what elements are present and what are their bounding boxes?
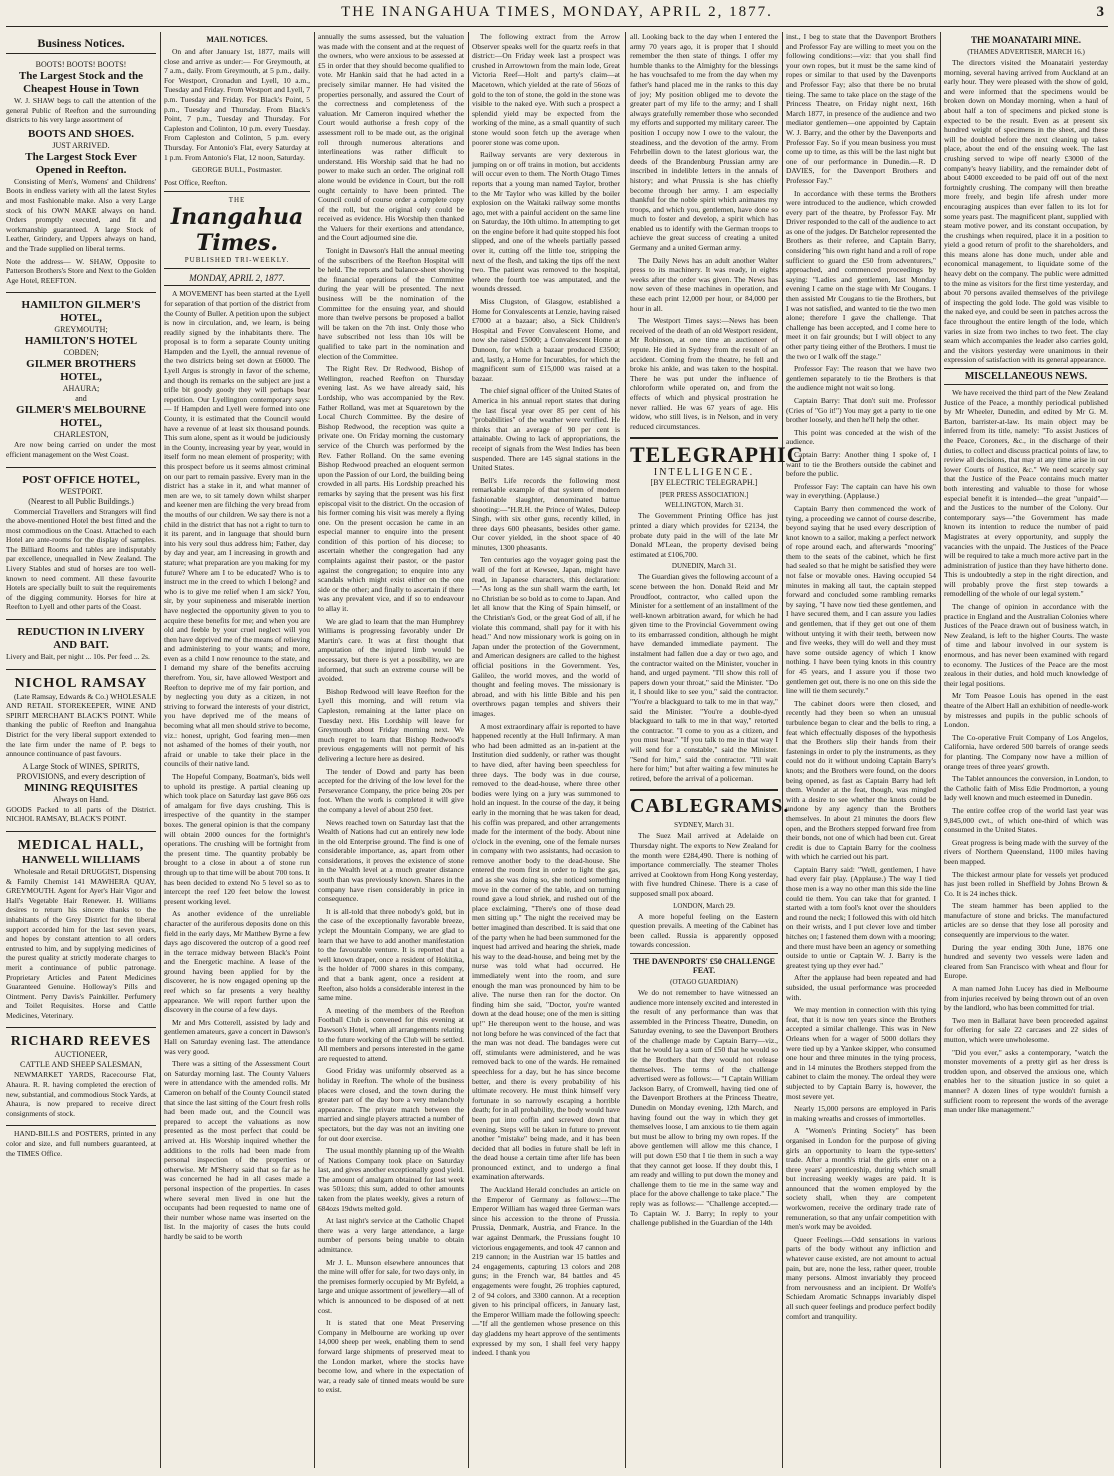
article-paragraph: Tonight in Dawson's Hall the annual meeting of the subscribers of the Reefton Hospital will be held. The reports and balance-sheet showing the financial operations of the Committee during the year will be presented. The next business will be the nomination of the Committee for the ensuing year, and should more than twelve persons be proposed a ballot will be taken on the 7th inst. Only those who have subscribed not less than 10s will be qualified to take part in the nomination and election of the Committee. — [318, 246, 464, 361]
advert-handbills: HAND-BILLS and POSTERS, printed in any color and size, and full numbers guaranteed, at the TIMES Office. — [6, 1129, 156, 1158]
article-paragraph: Great progress is being made with the survey of the rivers of Northern Queensland, 1100 miles having been mapped. — [944, 837, 1108, 866]
article-paragraph: Mr Tom Peasoe Louis has opened in the east theatre of the Albert Hall an exhibition of needle-work by mistresses and pupils in the public schools of London. — [944, 691, 1108, 730]
article-paragraph: The entire coffee crop of the world last year was 9,845,000 cwt., of which one-third of which was consumed in the United States. — [944, 805, 1108, 835]
article-source: (OTAGO GUARDIAN) — [670, 977, 738, 986]
advert-text: Commercial Travellers and Strangers will find the above-mentioned Hotel the best fitted and the most commodious on the Coast. Attached to each Hotel are ante-rooms for the display of samples. The Billiard Rooms and tables are indisputably par excellence, unequalled in New Zealand. The Livery Stables and stud of horses are too well-known to need comment. All these favourite Hotels are specially built to suit the requirements of the digging community. Horses for hire at Reefton to Lyell and other parts of the Coast. — [6, 506, 156, 612]
advert-subheading: WESTPORT. — [59, 486, 103, 496]
miscellaneous-news-heading: MISCELLANEOUS NEWS. — [944, 368, 1108, 385]
advert-subheading: CATTLE AND SHEEP SALESMAN, — [20, 1060, 142, 1070]
advert-subheading: COBDEN; — [63, 348, 99, 358]
column-3 — [318, 32, 464, 1468]
column-5 — [630, 32, 804, 1468]
article-paragraph: The usual monthly planning up of the Wealth of Nations Company took place on Saturday last, and gives another exceptionally good yield. The amount of amalgam obtained for last week was 501ozs; this sum, added to other amounts taken from the plates weekly, gives a return of 684ozs 19dwts melted gold. — [318, 1146, 464, 1213]
article-paragraph: Captain Barry then commenced the work of tying, a proceeding we cannot of course describe, beyond saying that he used every description of knot known to a sailor, making a perfect network of rope around each, and afterwards "mooring" them to the seats of the cabinet, which he first had sealed so that he might be satisfied they were not false or movable ones. Having occupied 54 minutes in making all taut, the captain stepped forward and concluded some rambling remarks by saying, "I have now tied these gentlemen, and I have secured them, and I can assure you ladies and gentlemen, that if they get out one of them without untying it with their teeth, between now and five weeks, they will do well and they must have some outside agency of which I know nothing. I have been tying knots in this country for 45 years, and I assure you if those two gentlemen get out, there is no one on this side the line will tie them securely." — [786, 503, 936, 696]
advert-headline: HAMILTON GILMER'S HOTEL, — [21, 299, 141, 325]
article-paragraph: A meeting of the members of the Reefton Football Club is convened for this evening at Dawson's Hotel, when all arrangements relating to the future working of the Club will be settled. All members and persons interested in the game are requested to attend. — [318, 1005, 464, 1063]
advert-text: Livery and Bait, per night ... 10s. Per feed ... 2s. — [6, 652, 150, 662]
article-paragraph: Queer Feelings.—Odd sensations in various parts of the body without any infliction and whatever cause existed, are not amount to actual pain, but are, none the less, rather queer, trouble many persons. Almost invariably they proceed from nervousness and an incipient. Dr Wolfe's Schiedam Aromatic Schnapps invariably dispel all such queer feelings and produce perfect bodily comfort and tranquility. — [786, 1234, 936, 1321]
mail-notices-text: On and after January 1st, 1877, mails will close and arrive as under:— For Greymouth, at 7 a.m., daily. From Greymouth, at 5 p.m., daily. For Westport, Cronadun and Lyell, 10 a.m., Tuesday and Friday. From Westport and Lyell, 7 p.m. Tuesday and Friday. For Black's Point, 5 p.m., Tuesday and Thursday. From Black's Point, 7 p.m., Tuesday and Thursday. For Capleston and Colinton, 10 p.m. every Tuesday. From Capleston and Colinton, 5 p.m. every Thursday. For Antonio's Flat, every Saturday at 1 p.m. From Antonio's Flat, 12 noon, Saturday. — [164, 47, 310, 162]
article-paragraph: Railway servants are very dexterous in jumping on or off trains in motion, but accidents will occur even to them. The North Otago Times reports that a young man named Taylor, brother to the Mr Taylor who was killed by the boiler explosion on the Waitaki railway some months ago, met with a painful accident on the same line on Saturday, the 10th ultimo. In attempting to get on the engine before it had quite stopped his foot slipped, and one of the wheels partially passed over it, cutting off the little toe, stripping the next of the flesh, and taking the tips off the next two. The patient was removed to the hospital, where the fourth toe was amputated, and the wounds dressed. — [472, 150, 620, 294]
telegraphic-heading — [630, 437, 804, 488]
column-business-notices — [6, 32, 156, 1468]
article-paragraph: After the applause had been repeated and had subsided, the usual performance was proceeded with. — [786, 973, 936, 1002]
article-paragraph: We have received the third part of the New Zealand Justice of the Peace, a monthly periodical published by Mr Wheeler, Dunedin, and edited by Mr G. M. Barton, barrister-at-law. Its main object may be inferred from its title, namely: "To assist Justices of the Peace, Coroners, &c., in the discharge of their duties, to collect and discuss practical points of law, to review all decisions, that may at any time arise in our lower Courts of Justice, &c." We need scarcely say that the Justice of the Peace contains much matter both interesting and valuable to those for whose especial benefit it is intended—the great "unpaid"—and the Justices to the number of the Colony. Our contemporary says—"the Government has made known its intention to reduce the number of paid Magistrates at every opportunity, and supply the vacancies with the unpaid. The Justices of the Peace will be required to take a much more active part in the administration of justice than they have hitherto done. This is undoubtedly a step in the right direction, and will probably prove the first step towards a remodelling of the whole of our legal system." — [944, 388, 1108, 599]
article-paragraph: Captain Barry: That don't suit me. Professor (Cries of "Go it!") You may get a party to tie one brother loosely, and then he'll help the other. — [786, 395, 936, 425]
article-paragraph: The Guardian gives the following account of a scene between the hon. Donald Reid and Mr Proudfoot, contractor, who called upon the Minister for a settlement of an installment of the well-known arbitration award, for which he had given time to the Provincial Government owing to its embarrassed condition, although he might have demanded immediate payment. The instalment had fallen due a day or two ago, and the contractor waited on the Minister, voucher in hand, and urged payment. "I'll show this roll of papers down your throat," said the Minister. "Do it, I should like to see you," said the contractor. "You're a blackguard to talk to me in that way," said the Minister. "You're a double-dyed blackguard to talk to me in that way," retorted the contractor. "I come to you as a citizen, and you must hear." "If you talk to me in that way I will send for a constable," said the Minister. "Send for him," said the contractor. "I'll wait here for him;" but after waiting a few minutes he retired, before the arrival of a policeman. — [630, 572, 778, 783]
article-paragraph: As another evidence of the unreliable character of the auriferous deposits done on this field in the early days, Mr Matthew Byrne a few days ago discovered the outcrop of a good reef in the terrace midway between Black's Point and the Energetic machine. A lease of the ground having been applied for by the discoverer, he is now engaged opening up the reef which so far presents a very healthy appearance. We will report further upon the discovery in the course of a few days. — [164, 909, 310, 1015]
article-paragraph: Good Friday was uniformly observed as a holiday in Reefton. The whole of the business places were closed, and the town during the greater part of the day bore a very melancholy appearance. The private match between the married and single players attracted a number of spectators, but the day was not an inviting one for out door exercise. — [318, 1066, 464, 1143]
advert-subheading: GREYMOUTH; — [54, 325, 108, 335]
article-paragraph: Nearly 15,000 persons are employed in Paris in making wreaths and crosses of immortelles. — [786, 1104, 936, 1123]
article-paragraph: The Hopeful Company, Boatman's, bids well to uphold its prestige. A partial cleaning up which took place on Saturday last gave 866 ozs of amalgam for five days crushing. This is irrespective of the quantity in the stamper boxes. The general opinion is that the company will obtain 2000 ounces for the fortnight's operations. The crushing will be fortnight from the present time. The quantity probably be brought to a close in about a of stone run through up to that time will be about 700 tons. It has been decided to extend No 5 level so as to intercept the reef 120 feet below the lowest present working level. — [164, 772, 310, 906]
article-paragraph: The cabinet doors were then closed, and recently had they been so when an unusual turbulence began to clear and the bells to ring, a feat which effectually disposes of the hypothesis that the Brothers slip their hands from their fastenings in order to ply the instruments, as they could not do it without undoing Captain Barry's knots; and the Brothers were found, on the doors being opened, as fast as Captain Barry had left them. Wonder at the feat, though, was mingled with a desire to see whether the knots could be undone by any agency than the Brothers themselves. In about 21 minutes the doors flew open, and the Brothers stepped forward free from their bonds, not one of which had been cut. Great credit is due to Captain Barry for the coolness with which he carried out his part. — [786, 698, 936, 862]
article-paragraph: This point was conceded at the wish of the audience. — [786, 427, 936, 447]
davenports-heading: THE DAVENPORTS' £50 CHALLENGE FEAT. — [630, 953, 778, 975]
masthead-title: THE INANGAHUA TIMES, MONDAY, APRIL 2, 1877. — [341, 4, 773, 20]
advert-headline: REDUCTION IN LIVERY AND BAIT. — [17, 626, 145, 652]
advert-headline: HANWELL WILLIAMS — [21, 853, 141, 866]
telegraphic-title: TELEGRAPHIC — [630, 442, 804, 468]
advert-heading: BOOTS! BOOTS! BOOTS! — [35, 60, 127, 69]
advert-subheading: and — [75, 394, 87, 404]
advert-headline: HAMILTON'S HOTEL — [24, 335, 138, 348]
advert-text: Consisting of Men's, Womens' and Childrens' Boots in endless variety with all the latest Styles and most Fashionable make. Also a very Large stock of his OWN MAKE always on hand. Orders promptly executed, and fit and workmanship guaranteed. A large Stock of Leather, Grindery, and Uppers always on hand, and the Trade supplied on liberal terms. — [6, 176, 156, 253]
advert-text: W. J. SHAW begs to call the attention of the general Public of Reefton and the surrounding districts to his very large assortment of — [6, 96, 156, 125]
article-paragraph: A more hopeful feeling on the Eastern question prevails. A meeting of the Cabinet has been called. Russia is apparently opposed towards concession. — [630, 911, 778, 950]
article-paragraph: Two men in Ballarat have been proceeded against for offering for sale 22 carcases and 22 sides of mutton, which were unwholesome. — [944, 1015, 1108, 1044]
column-7 — [944, 32, 1108, 1468]
column-rule — [468, 32, 469, 1468]
article-paragraph: Professor Fay: The captain can have his own way in everything. (Applause.) — [786, 481, 936, 501]
telegraphic-subtitle: INTELLIGENCE. — [653, 467, 755, 479]
top-rule — [6, 26, 1108, 27]
article-paragraph: Professor Fay: The reason that we have two gentlemen separately to tie the Brothers is that the audience might not wait so long. — [786, 364, 936, 393]
article-paragraph: The change of opinion in accordance with the practice in England and the Australian Colonies where Justices of the Peace drawn out of business watch, in New Zealand, is left to the higher Courts. The waste of time and labour involved in our system is enormous, and has never been examined with regard to economy. The Justices of the Peace are the most zealous in their duties, and hold much knowledge of their legal positions. — [944, 602, 1108, 688]
advert-subheading: AHAURA; — [62, 384, 100, 394]
mail-notices-heading: MAIL NOTICES. — [206, 35, 268, 44]
advert-shaw-boots — [6, 57, 156, 293]
article-paragraph: The chief signal officer of the United States of America in his annual report states that during the last fiscal year over 85 per cent of his "probabilities" of the weather were verified. He thinks that an average of 90 per cent is attainable. Owing to lack of appropriations, the receipt of signals from the West Indies has been suspended. There are 145 signal stations in the United States. — [472, 386, 620, 473]
article-paragraph: The Auckland Herald concludes an article on the Emperor of Germany as follows:—The Emperor William has waged three German wars since his accession to the throne of Prussia. Prussia, Denmark, Austria, and France. In the war against Denmark, the Prussians fought 10 victorious engagements, and took 47 cannon and 219 cannon; in the Austrian war 15 battles and 24 engagements, capturing 13 colors and 208 guns; in the French war, 84 battles and 45 engagements were fought, 26 trophies captured, 2 of 94 colors, and 3300 cannon. At a reception given to his principal officers, in January last, the Emperor William made the following speech:—"If all the gentlemen whose presence on this day gladdens my heart approve of the sentiments expressed by my son, I shall feel very happy indeed. I thank you — [472, 1185, 620, 1358]
column-rule — [782, 32, 783, 1468]
article-paragraph: all. Looking back to the day when I entered the army 70 years ago, it is proper that I should remember the then state of things. I offer my humble thanks to the Almighty for the blessings he has vouchsafed to me from the day when my father's hand placed me in the ranks to this day of joy; My position obliged me to devote the greater part of my life to the army; and I shall always gratefully remember those who seconded my efforts and supported my military career. The position I occupy now I owe to the valour, the steadiness, and the devotion of the army. From Fehrbellin down to the latest glorious war, the deeds of the Brandenburg Prussian army are inscribed in indelible letters in the annals of history; and what Prussia is she has chiefly become through her army. I am especially thankful for the noble spirit which animates my troops, and which you, gentlemen, have done so much to foster and develop, a spirit which has enabled us to identify with the German troops to achieve the great success of creating a united Germany and a united German army. — [630, 32, 778, 253]
article-paragraph: A MOVEMENT has been started at the Lyell for separation of that portion of the district from the County of Buller. A petition upon the subject is now in circulation, and, we learn, is being readily signed by the inhabitants there. The proposal is to form a separate County uniting Hampden and the Lyell, the annual revenue of the two districts being set down at £6000. The Lyell Argus is strongly in favor of the scheme, and though its remarks on the subject are just a trifle bit goody goody they will perhaps bear repetition. Our Lyellington contemporary says:— If Hampden and Lyell were formed into one County, it is estimated that the Council would have a revenue of at least six thousand pounds. This sum alone, spent as it would be judiciously in the County, increasing year by year, would in itself form no mean element of prosperity; with this prospect before us it seems almost criminal on our part to remain passive. Every man in the district has a stake in it, and what manner of men are we, to sit tamely down whilst sharper and keener men are filching the very bread from the mouths of our children. We say there is not a child in the district that has not a right to turn to it its parent, and in language that should burn into his very soul thus address him; Father, day by day and year, am I increasing in growth and stature; what preparation are you making for my future? Where am I to be educated? Who is to instruct me in the creed to which I belong? and who is to give me relief when I am sick? You, sir, by your supineness and miserable inertion have neglected the opportunity given to you to acquire these benefits for me; and when you are old and feeble by your cruel neglect will you then have deprived me of the means of relieving and administering to your wants; and more, even as a child I now renounce to the state, and I demand my share of the benefits accruing therefrom. You, sir, have allowed Westport and Reefton to deprive me of my fair portion, and by neglecting you duty as a citizen, in not striving to forward the interests of your district, you have deprived me of the means of becoming what all men should strive to become, viz.: honest, upright, God fearing men—men not ashamed of the homes of their youth, nor afraid or unable to take their place in the councils of their native land. — [164, 289, 310, 769]
advert-subheading: CHARLESTON, — [53, 430, 109, 440]
advert-text: (Late Ramsay, Edwards & Co.) WHOLESALE AND RETAIL STOREKEEPER, WINE AND SPIRIT MERCHANT BLACK'S POINT. While thanking the public of Reefton and Inangahua District for the very liberal support extended to the late firm under the name of P. begs to announce continuance of past favours. — [6, 691, 156, 759]
article-paragraph: Bishop Redwood will leave Reefton for the Lyell this morning, and will return via Capleston, remaining at the latter place on Tuesday next. His Lordship will leave for Greymouth about Friday morning next. We much regret to learn that Bishop Redwood's previous engagements will not permit of his delivering a lecture here as desired. — [318, 686, 464, 763]
mail-notices-office: Post Office, Reefton. — [164, 177, 228, 187]
advert-gilmer-hotels — [6, 296, 156, 467]
column-rule — [625, 32, 626, 1468]
dateline: LONDON, March 29. — [673, 901, 735, 910]
advert-subheading: AUCTIONEER, — [54, 1050, 108, 1060]
advert-address: Note the address— W. SHAW, Opposite to Patterson Brothers's Store and Next to the Golden Age Hotel, REEFTON. — [6, 256, 156, 285]
article-paragraph: Captain Barry: Another thing I spoke of, I want to tie the Brothers outside the cabinet and before the public. — [786, 449, 936, 479]
cablegrams-title: CABLEGRAMS. — [630, 789, 778, 818]
article-paragraph: Miss Clugston, of Glasgow, established a Home for Convalescents at Lenzie, having raised £7000 at a bazaar; also, a Sick Children's Hospital and Fever Convalescent Home, and now she raised £5000; a Convalescent Home at Dunoon, for which a bazaar produced £3500; and, lastly, a Home for Incurables, for which the magnificent sum of £15,000 was raised at a bazaar. — [472, 297, 620, 383]
advert-richard-reeves — [6, 1031, 156, 1126]
article-paragraph: News reached town on Saturday last that the Wealth of Nations had cut an entirely new lode in the old Enterprise ground. The find is one of considerable importance, as, apart from other considerations, it proves the existence of stone in the Wealth level at a much greater distance south than was previously known. Shares in the company have risen considerably in price in consequence. — [318, 817, 464, 904]
article-paragraph: The tender of Dowd and party has been accepted for the driving of the low level for the Perseverance Company, the price being 20s per foot. When the work is completed it will give the company a level of about 250 feet. — [318, 766, 464, 814]
advert-nichol-ramsay — [6, 673, 156, 832]
dateline: WELLINGTON, March 31. — [664, 501, 744, 510]
moanatairi-heading: THE MOANATAIRI MINE. — [971, 35, 1081, 45]
article-paragraph: A "Women's Printing Society" has been organised in London for the purpose of giving girls an opportunity to learn the type-setters' trade. After a month's trial the girls enter on a three years' apprenticeship, during which small but increasing weekly wages are paid. It is announced that the women employed by the society shall, when they are competent workwomen, receive the ordinary trade rate of remuneration, so that any unfair competition with men's work may be avoided. — [786, 1126, 936, 1232]
press-association-line: [PER PRESS ASSOCIATION.] — [659, 491, 749, 500]
article-paragraph: During the year ending 30th June, 1876 one hundred and seventy two vessels were laden and cleared from San Francisco with wheat and flour for Europe. — [944, 942, 1108, 981]
advert-subheading: JUST ARRIVED. — [52, 140, 110, 150]
article-paragraph: Captain Barry said: "Well, gentlemen, I have had every fair play. (Applause.) The way I tied those men is a way no other man this side the line could tie them. You can take that for granted. I started with a tom fool's knot over the shoulders and round the neck; I followed this with old hitch on their wrists, and I put clever love and timber hitches on; I fastened them down with a mooring; and there must have been an agency or something outside to untie or Captain W. J. Barry is the greatest tying up they ever had." — [786, 864, 936, 970]
column-6 — [786, 32, 936, 1468]
article-paragraph: The Government Printing Office has just printed a diary which provides for £2134, the probate duty paid in the will of the late Mr Donald M'Lean, the property devised being estimated at £106,700. — [630, 511, 778, 559]
article-source: (THAMES ADVERTISER, MARCH 16.) — [967, 48, 1085, 56]
advert-livery — [6, 623, 156, 670]
paper-masthead-the: THE — [228, 196, 246, 205]
article-paragraph: The directors visited the Moanatairi yesterday morning, several having arrived from Auckland at an early hour. They were pleased with the show of gold, and were informed that the specimens would be broken down on Monday morning, when a haul of about half a ton of specimens and picked stone is expected to be the result. Even as at present six hundred weight of specimens in the sheet, and these will be doubled before the next cleaning up takes place, about the end of the ensuing week. The last crushing served to wipe off nearly £3000 of the company's heavy liability, and the remainder debt of about £4000 exceeded to be paid off out of the next fortnightly crushing. The company will then breathe more freely, and begin life afresh under more encouraging auspices than ever fallen to its lot for some years past. The magnificent plant, supplied with steam motive power, and its constant occupation, by the crushings when required, place it in a position to yield a good return of profit to the shareholders, and this means alone has done much, under able and economical management, to liquidate some of the heavy debt on the company. The public were admitted to the mine as visitors for the first time yesterday, and about 70 persons availed themselves of the privilege of inspecting the gold lode. The gold was visible to the naked eye, and could be seen in patches across the face throughout the entire length of the lode, which varies in size from two inches to two feet. The clay seam which accompanies the leader also carries gold, and the visitors yesterday were unanimous in their expression of satisfaction with its general appearance. — [944, 58, 1108, 365]
advert-headline: MEDICAL HALL, — [17, 837, 145, 853]
article-paragraph: The following extract from the Arrow Observer speaks well for the quartz reefs in that district:—On Friday week last a prospect was crushed in Arrowtown from the main lode, Great Victoria Reef—Holt and party's claim—at Macetown, which yielded at the rate of 56ozs of gold to the ton of stone, the gold in the stone was visible to the naked eye. With such a prospect a splendid yield may be expected from the working of the mine, as a small quantity of such stone would soon fetch up the average when poorer stone was come upon. — [472, 32, 620, 147]
article-paragraph: "Did you ever," asks a contemporary, "watch the monster movements of a pretty girl as her dress is trodden upon, and observed the anxious one, which enables her to the situation justice in so quiet a manner? A dozen lines of type wouldn't furnish a sufficient room to represent the words of the average man under like management." — [944, 1047, 1108, 1115]
advert-text: Are now being carried on under the most efficient management on the West Coast. — [6, 440, 156, 459]
advert-subheading: (Nearest to all Public Buildings.) — [28, 496, 134, 506]
advert-headline: The Largest Stock and the Cheapest House in Town — [18, 70, 144, 95]
advert-headline: The Largest Stock Ever Opened in Reefton. — [25, 150, 137, 176]
advert-headline: RICHARD REEVES — [10, 1034, 152, 1050]
article-paragraph: A man named John Lucey has died in Melbourne from injuries received by being thrown out of an oven by the landlord, who has been committed for trial. — [944, 984, 1108, 1013]
telegraphic-byline: [BY ELECTRIC TELEGRAPH.] — [650, 478, 758, 488]
advert-subheading: A Large Stock of WINES, SPIRITS, PROVISIONS, and every description of — [16, 761, 146, 781]
article-paragraph: The Suez Mail arrived at Adelaide on Thursday night. The exports to New Zealand for the month were £284,490. There is nothing of importance commercially. The steamer Tholes arrived at Cooktown from Hong Kong yesterday, with five hundred Chinese. There is a case of supposed small pox aboard. — [630, 831, 778, 898]
article-paragraph: It is stated that one Meat Preserving Company in Melbourne are working up over 14,000 sheep per week, enabling them to send forward large shipments of preserved meat to the London market, where the stocks have become low, and where in the expectation of war, a ready sale of tinned meats would be sure to exist. — [318, 1318, 464, 1395]
advert-medical-hall — [6, 835, 156, 1029]
article-paragraph: Mr J. L. Munson elsewhere announces that the mine will offer for sale, for two days only, in the premises formerly occupied by Mr Byfeld, a large and unique assortment of jewellery—all of which is announced to be disposed of at nett cost. — [318, 1257, 464, 1315]
column-2 — [164, 32, 310, 1468]
article-paragraph: Bell's Life records the following most remarkable example of that system of modern fashionable slaughter, denominated battue shooting:—"H.R.H. the Prince of Wales, Duleep Singh, with six other guns, recently killed, in three days 600 pheasants, besides other game. Our cover yielded, in the shoot space of 40 minutes, 1300 pheasants. — [472, 475, 620, 552]
article-paragraph: The thickest armour plate for vessels yet produced has just been rolled in Sheffield by Johns Brown & Co. It is 24 inches thick. — [944, 869, 1108, 898]
article-paragraph: At last night's service at the Catholic Chapel there was a very large attendance, a large number of persons being unable to obtain admittance. — [318, 1216, 464, 1255]
article-paragraph: There was a sitting of the Assessment Court on Saturday morning last. The County Valuers were in attendance with the amended rolls. Mr Cameron on behalf of the County Council stated that since the last sitting of the Court fresh rolls had been made out, and the Council was prepared to accept the valuations as now presented as the most perfect that could be arrived at. His Worship inquired whether the additions to the rolls had been made from personal inspection of the properties or otherwise. Mr M'Sherry said that so far as he was concerned he had in all cases made a personal inspection of the properties. In cases where several men lived in one hut the occupants had been requested to name one of their number whose name was inserted on the list. In the majority of cases the huts could hardly be said to be worth — [164, 1059, 310, 1241]
advert-text: GOODS Packed to all parts of the District. NICHOL RAMSAY, BLACK'S POINT. — [6, 804, 156, 824]
column-rule — [160, 32, 161, 1468]
article-paragraph: The Daily News has an adult another Walter press to its machinery. It was ready, in eights weeks after the order was given. The News has now seven of these machines in operation, and these each print 12,000 per hour, or 84,000 per hour in all. — [630, 255, 778, 313]
article-paragraph: Ten centuries ago the voyager going past the wall of the fort at Kewsee, Japan, might have read, in Japanese characters, this declaration:—"As long as the sun shall warm the earth, let no Christian be so bold as to come to Japan. And let all know that the King of Spain himself, or the Christian's God, or the great God of all, if he violate this command, shall pay for it with his head." And now missionary work is going on in Japan under the protection of the Government, and American designers are called to the highest official positions in the Government. Yes, Galileo, the world moves, and the world of thought and feeling moves. The missionary is abroad, and with his little Bible and his pen overthrows pagan temples and shivers their images. — [472, 555, 620, 718]
article-paragraph: inst., I beg to state that the Davenport Brothers and Professor Fay are willing to meet you on the following conditions:—viz: that you shall find your own ropes, but it must be the same kind of ropes or similar to that used by the Davenports and Professor Fay; also that there be no brutal tieing. The same to take place on the stage of the Princess Theatre, on Friday night next, 16th March 1877, in presence of the audience and two mediator gentlemen—one appointed by Captain W. J. Barry, and the other by the Davenports and Professor Fay. So if you mean business you must come up to time, as this will be the last night but one of our performance in Dunedin.—R. D DAVIES, for the Davenport Brothers and Professor Fay." — [786, 32, 936, 185]
article-paragraph: The Westport Times says:—News has been received of the death of an old Westport resident, Mr Robinson, at one time an auctioneer of repute. He died in Sydney from the result of an accident. Coming from the theatre, he fell and broke his ankle, and was taken to the hospital. There he was put under the influence of chloroform while operated on, and from the effects of which and physical prostration he never rallied. He was 67 years of age. His widow, who still lives, is in Nelson, and in very reduced circumstances. — [630, 316, 778, 431]
advert-post-office-hotel — [6, 471, 156, 621]
column-rule — [940, 32, 941, 1468]
article-paragraph: The steam hammer has been applied to the manufacture of stone and bricks. The manufactured articles are so dense that they lose all porosity and consequently are impervious to the water. — [944, 901, 1108, 940]
dateline: SYDNEY, March 31. — [674, 821, 734, 830]
advert-headline: NICHOL RAMSAY — [14, 675, 148, 691]
page-number: 3 — [1096, 4, 1104, 20]
paper-masthead-subtitle: PUBLISHED TRI-WEEKLY. — [184, 256, 290, 265]
masthead — [0, 4, 1114, 24]
article-paragraph: A most extraordinary affair is reported to have happened recently at the Hull Infirmary. A man who had been admitted as an in-patient at the Institution died suddenly, or rather was thought to have died, after having been speechless for three days. The body was in due course, removed to the dead-house, where three other bodies were lying on a jury was summoned to hold an inquest. In the course of the day, it being early in the morning that he was taken for dead, his coffin was prepared, and other arrangements made for the interment of the body. About nine o'clock in the evening, one of the female nurses in company with two assistants, had occasion to remove another body to the dead-house. She entered the room first in order to light the gas, and as she was doing so, she noticed something move in the corner of the table, and on turning round gave a loud shriek, and rushed out of the place exclaiming, "There's one of those dead men sitting up." The night the received may be better imagined than described. It is said that one of the party when he had been summoned for the inquest had arrived and hearing the shriek, made his way to the dead-house, and being met by the nurse was told what had occurred. He immediately went into the room, and sure enough the man was pronounced by him to be alive. The nurse then ran for the doctor. On finding him she said, "Doctor, you're wanted down at the dead house; one of the men is sitting up!" He thereupon went to the house, and was not long before he was convinced of the fact that the man was not dead. The bandages were cut off, stimulants were administered, and he was removed back to one of the wards. He remained speechless for a day, but he has since become better, and there is every probability of his ultimate recovery. He must think himself very fortunate in so narrowly escaping a horrible death; for in all probability, the body would have been put into coffin and screwed down that evening. Steps will be taken in future to prevent another "mistake" being made, and it has been decided that all bodies in future shall be left in the dead house a certain time after life has been pronounced extinct, and to undergo a final examination afterwards. — [472, 721, 620, 1182]
paper-masthead — [164, 191, 310, 269]
mail-notices-signature: GEORGE BULL, Postmaster. — [192, 165, 282, 175]
article-paragraph: It is all-told that three nobody's gold, but in the case of the exceptionally favorable breeze, yclept the Mountain Company, we are glad to learn that we have to add another manifestation to the favourable venture. It is reported that a well known draper, once a resident of Hokitika, is the holder of 7000 shares in this company, and that a bank agent, once a resident at Reefton, also holds a considerable interest in the same mine. — [318, 906, 464, 1003]
advert-headline: MINING REQUISITES — [24, 781, 138, 794]
advert-headline: BOOTS AND SHOES. — [27, 127, 135, 140]
dateline: DUNEDIN, March 31. — [671, 562, 737, 571]
article-paragraph: We are glad to learn that the man Humphrey Williams is progressing favorably under Dr Martin's care. It was at first thought that amputation of the injured limb would be necessary, but there is yet a possibility, we are informed, that such an extreme course will be avoided. — [318, 616, 464, 684]
article-paragraph: The Co-operative Fruit Company of Los Angelos, California, have ordered 500 barrels of orange seeds for planting. The Company now have a million of orange trees of three years' growth. — [944, 732, 1108, 771]
advert-headline: POST OFFICE HOTEL, — [22, 473, 140, 486]
advert-subheading: Always on Hand. — [53, 794, 109, 804]
paper-dateline: MONDAY, APRIL 2, 1877. — [164, 273, 310, 286]
advert-headline: GILMER BROTHERS HOTEL, — [26, 358, 136, 384]
article-paragraph: In accordance with these terms the Brothers were introduced to the audience, which crowded every part of the theatre, by Professor Fay. Mr Driver responded to the call of the audience to act as one of the judges. Dr Batchelor represented the Brothers as their referee, and Captain Barry, considering "his own right hand and a roll of rope sufficient to guard the £50 from adventurers," approached, and commenced proceedings by saying: "Ladies and gentlemen, last Monday evening I came on the stage with Mr Cougans. I then assisted Mr Cougans to tie the Brothers, but I was not satisfied, and wanted to tie the two men alone; therefore I gave the challenge. That challenge has been accepted, and I come here to meet it on fair grounds; but I will object to any other party tieing either of the Brothers. I must tie the two or I walk off the stage." — [786, 188, 936, 361]
article-paragraph: The Tablet announces the conversion, in London, to the Catholic faith of Miss Edie Prodmorton, a young lady well known and much esteemed in Dunedin. — [944, 774, 1108, 803]
advert-headline: GILMER'S MELBOURNE HOTEL, — [16, 404, 146, 430]
advert-text: NEWMARKET YARDS, Racecourse Flat, Ahaura. R. R. having completed the erection of new, substantial, and commodious Stock Yards, at Ahaura, is now prepared to receive direct consignments of stock. — [6, 1070, 156, 1118]
section-title: Business Notices. — [6, 36, 156, 54]
column-rule — [314, 32, 315, 1468]
advert-text: Wholesale and Retail DRUGGIST, Dispensing & Family Chemist 141 MAWHERA QUAY, GREYMOUTH. Agent for Ayer's Hair Vigor and Hall's Vegetable Hair Renewer. H. Williams desires to return his sincere thanks to the inhabitants of the Grey District for the liberal support accorded him for the last seven years, and hopes by constant attention to all orders entrusted to him, and by supplying medicines of the purest quality at strictly moderate charges to merit a continuance of public patronage. Proprietary Articles and Patent Medicines Guaranteed Genuine. Holloway's Pills and Ointment. Perry Davis's Painkiller. Perfumery and Toilet Requisites. Horse and Cattle Medicines, Veterinary. — [6, 866, 156, 1020]
paper-masthead-title: Inangahua Times. — [170, 204, 304, 257]
article-paragraph: We do not remember to have witnessed an audience more intensely excited and interested in the result of any performance than was that assembled in the Princess Theatre, Dunedin, on Saturday evening, to see the Davenport Brothers of the challenge made by Captain Barry—viz., that he would lay a sum of £50 that he would so tie the Brothers that they would not release themselves. The terms of the challenge advertised were as follows:— "I Captain William Jackson Barry, of Cromwell, having tied one of the Davenport Brothers at the Princess Theatre, Dunedin on Monday evening, 12th March, and having found out the way in which they get themselves loose, I am anxious to tie them again but must be allow to bring my own ropes. If the above gentlemen will allow me this chance, I will put down £50 that I tie them in such a way that they cannot get loose. If they doubt this, I am ready and willing to put down the money and challenge them to tie me in the same way and place for the above challenge to take place." The reply was as follows:— "Challenge accepted.—To Captain W. J. Barry; In reply to your challenge published in the Guardian of the 14th — [630, 987, 779, 1228]
article-paragraph: annually the sums assessed, but the valuation was made with the consent and at the request of the owners, who were anxious to be assessed at £5 in order that they should become qualified to vote. Mr Hankin said that he had acted in a precisely similar manner. He had visited the properties personally, and assured the Court of the correctness and completeness of the valuation. Mr Cameron inquired whether the Court would authorise a fresh copy of the assessment roll to be made out, as the original roll through numerous alterations and interlineations was rather difficult to understand. His Worship said that he had no power to make such an order. The original roll alone would be evidence in Court, but the roll ought certainly to have been printed. The Council could of course order a complete copy of the roll, but the original only could be received as evidence. His Worship then thanked the Valuers for their exertions and attendance, and the Court adjourned sine die. — [318, 32, 464, 243]
article-paragraph: The Right Rev. Dr Redwood, Bishop of Wellington, reached Reefton on Thursday evening last. As we have already said, his Lordship, who was accompanied by the Rev. Father Rolland, was met at Squaretown by the Local Church Committee. By the desire of Bishop Redwood, the reception was quite a private one. On Friday morning the customary service of the Church was performed by the Rev. Father Rolland. On the same evening Bishop Redwood preached an eloquent sermon upon the Passion of our Lord, the building being crowded in all parts. His Lordship preached his remarks by saying that the present was his first episcopal visit to the district. On the occasion of his former coming his visit was merely a flying one. On the present occasion he came in an especial manner to enquire into the present condition of this portion of his diocese; to ascertain whether the congregation had any complaints against their pastor, or the pastor against the congregation; to enquire into any scandals which might exist either on the one side or the other; and finally to ascertain if there was any prevalent vice, and if so to endeavour to allay it. — [318, 364, 464, 614]
article-paragraph: We may mention in connection with this tying feat, that it is now ten years since the Brothers accepted a similar challenge. This was in New Orleans when for a wager of 5000 dollars they were tied up by a Yankee skipper, who consumed one hour and three minutes in the tying process, and in 14 minutes the Brothers stepped from the cabinet to claim the money. The ordeal they were subjected to by Captain Barry is, however, the most severe yet. — [786, 1005, 936, 1101]
article-paragraph: Mr and Mrs Cotterell, assisted by lady and gentlemen amateurs, gave a concert in Dawson's Hall on Saturday evening last. The attendance was very good. — [164, 1017, 310, 1056]
column-4 — [472, 32, 620, 1468]
